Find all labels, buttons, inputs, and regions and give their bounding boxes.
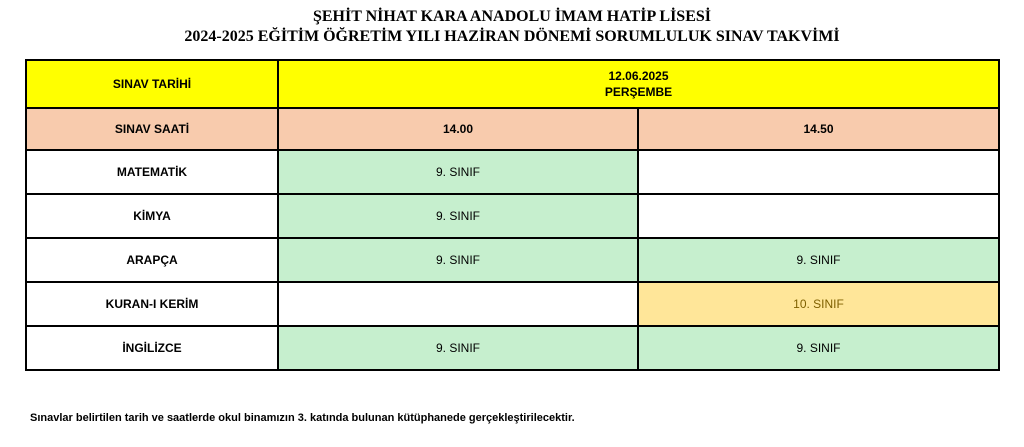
table-row — [26, 326, 999, 370]
date-row — [26, 60, 999, 108]
time-slot-1: 14.00 — [278, 108, 638, 150]
time-label: SINAV SAATİ — [26, 108, 278, 150]
date-label: SINAV TARİHİ — [26, 60, 278, 108]
table-row — [26, 194, 999, 238]
subject-name: İNGİLİZCE — [26, 326, 278, 370]
slot1-cell: 9. SINIF — [278, 238, 638, 282]
exam-day: PERŞEMBE — [604, 85, 673, 99]
table-row — [26, 150, 999, 194]
school-title: ŞEHİT NİHAT KARA ANADOLU İMAM HATİP LİSESİ — [312, 8, 711, 25]
subject-name: MATEMATİK — [26, 150, 278, 194]
slot2-cell — [638, 194, 999, 238]
exam-schedule-table — [25, 59, 1000, 371]
slot2-cell: 10. SINIF — [638, 282, 999, 326]
subject-name: KURAN-I KERİM — [26, 282, 278, 326]
schedule-subtitle: 2024-2025 EĞİTİM ÖĞRETİM YILI HAZİRAN DÖNEMİ SORUMLULUK SINAV TAKVİMİ — [184, 28, 840, 45]
slot1-cell: 9. SINIF — [278, 150, 638, 194]
slot1-cell — [278, 282, 638, 326]
time-slot-2: 14.50 — [638, 108, 999, 150]
slot2-cell: 9. SINIF — [638, 326, 999, 370]
footer-note: Sınavlar belirtilen tarih ve saatlerde okul binamızın 3. katında bulunan kütüphanede gerçekleştirilecektir. — [30, 412, 575, 424]
table-row — [26, 282, 999, 326]
slot1-cell: 9. SINIF — [278, 194, 638, 238]
slot2-cell: 9. SINIF — [638, 238, 999, 282]
slot2-cell — [638, 150, 999, 194]
subject-name: KİMYA — [26, 194, 278, 238]
slot1-cell: 9. SINIF — [278, 326, 638, 370]
time-row — [26, 108, 999, 150]
date-cell — [278, 60, 999, 108]
table-row — [26, 238, 999, 282]
subject-name: ARAPÇA — [26, 238, 278, 282]
exam-date: 12.06.2025 — [608, 69, 669, 83]
